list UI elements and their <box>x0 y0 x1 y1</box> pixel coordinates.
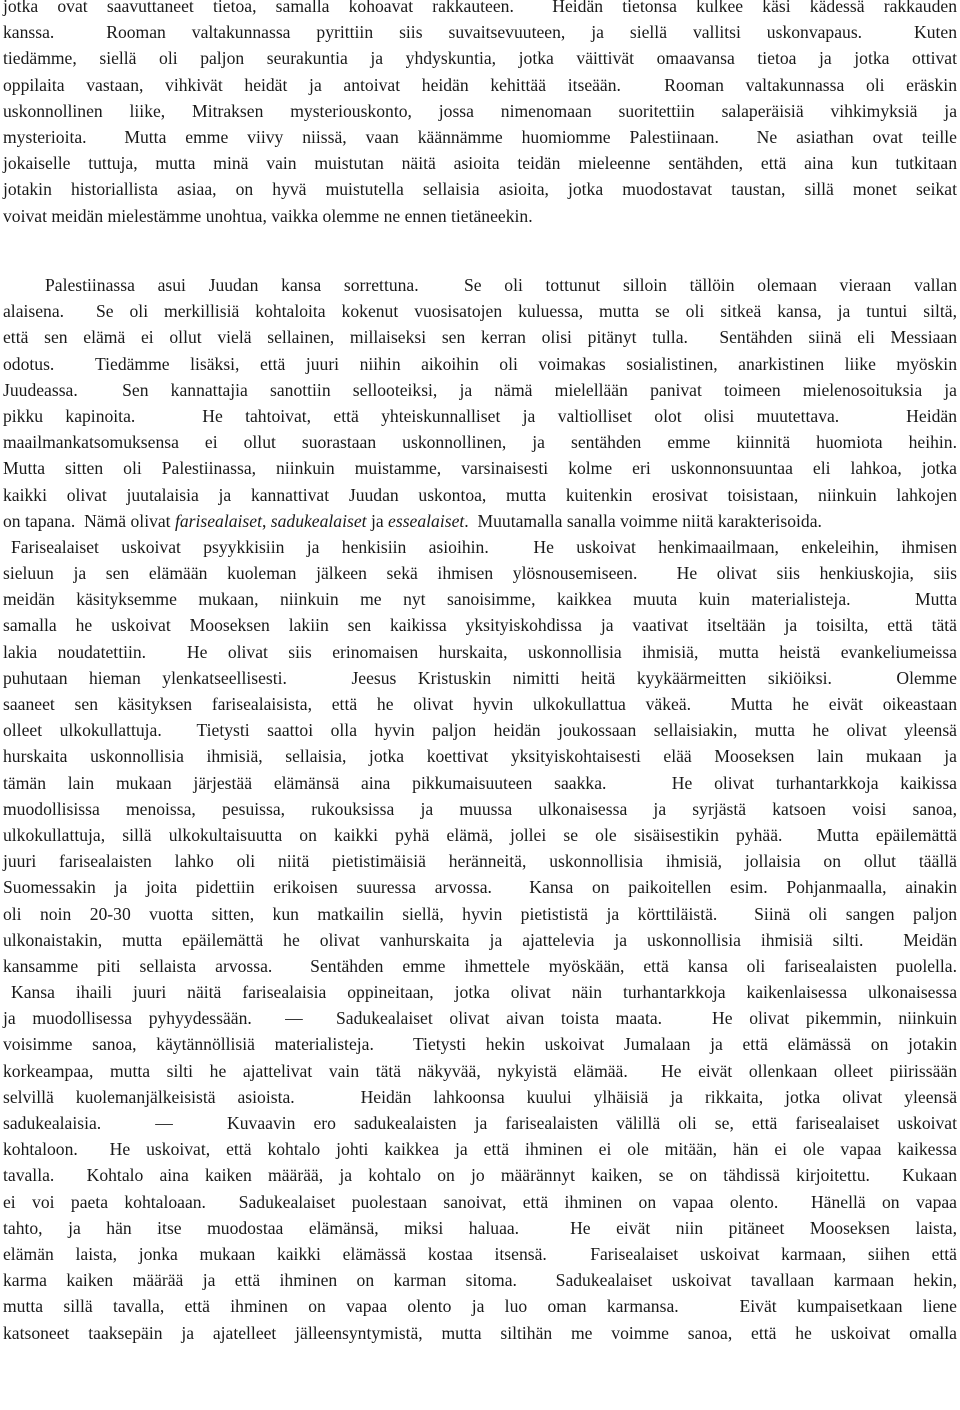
text-line <box>3 150 957 176</box>
text-line <box>3 324 957 350</box>
text-line <box>3 639 957 665</box>
text-segment: Farisealaiset uskoivat psyykkisiin ja henkisiin asioihin. He uskoivat henkimaailmaan, enkeleihin, ihmisen <box>11 536 957 557</box>
text-line <box>3 508 957 534</box>
text-segment: Suomessakin ja joita pidettiin erikoisen suuressa arvossa. Kansa on paikoitellen esim. Pohjanmaalla, ainakin <box>3 877 957 898</box>
text-line <box>3 124 957 150</box>
text-line <box>3 176 957 202</box>
text-segment: sieluun ja sen elämään kuoleman jälkeen sekä ihmisen ylösnousemiseen. He olivat siis henkiuskojia, siis <box>3 563 957 584</box>
text-segment: Juudeassa. Sen kannattajia sanottiin sellooteiksi, ja nämä mielellään panivat toimeen mielenosoituksia ja <box>3 379 957 400</box>
text-line <box>3 979 957 1005</box>
text-segment: odotus. Tiedämme lisäksi, että juuri niihin aikoihin oli voimakas sosialistinen, anarkistinen liike myöskin <box>3 353 957 374</box>
text-segment: . Muutamalla sanalla voimme niitä karakterisoida. <box>464 510 822 531</box>
italic-term: farisealaiset <box>174 510 262 531</box>
text-line <box>3 0 957 19</box>
paragraph-roman-empire <box>3 0 957 229</box>
text-line <box>3 822 957 848</box>
text-segment: uskonnollinen liike, Mitraksen mysteriouskonto, jossa nimenomaan suoritettiin salaperäisiä vihkimyksiä ja <box>3 100 957 121</box>
text-line <box>3 1293 957 1319</box>
text-line <box>3 482 957 508</box>
paragraph-palestine <box>3 272 957 1346</box>
text-line <box>3 1084 957 1110</box>
italic-term: essealaiset <box>388 510 465 531</box>
text-segment: oli noin 20-30 vuotta sitten, kun matkailin siellä, hyvin pietististä ja körttiläistä. Siinä oli sangen paljon <box>3 903 957 924</box>
text-line <box>3 743 957 769</box>
text-segment: karma kaiken määrää ja että ihminen on karman sitoma. Sadukealaiset uskoivat tavallaan karmaan hekin, <box>3 1270 957 1291</box>
italic-term: sadukealaiset <box>270 510 367 531</box>
text-segment: Kansa ihaili juuri näitä farisealaisia oppineitaan, jotka olivat näin turhantarkkoja kaikenlaisessa ulkonaisessa <box>11 982 957 1003</box>
text-line <box>3 665 957 691</box>
text-line <box>3 586 957 612</box>
text-segment: ja muodollisessa pyhyydessään. — Sadukealaiset olivat aivan toista maata. He olivat pikemmin, niinkuin <box>3 1008 957 1029</box>
text-segment: kansamme piti sellaista arvossa. Sentähden emme ihmettele myöskään, että kansa oli farisealaisten puolella. <box>3 955 957 976</box>
text-segment: sadukealaisia. — Kuvaavin ero sadukealaisten ja farisealaisten välillä oli se, että farisealaiset uskoivat <box>3 1113 957 1133</box>
text-segment: alaisena. Se oli merkillisiä kohtaloita kokenut vuosisatojen kuluessa, mutta se oli sitkeä kansa, ja tuntui siltä, <box>3 301 957 322</box>
text-segment: voivat meidän mielestämme unohtua, vaikka olemme ne ennen tietäneekin. <box>3 205 533 226</box>
text-segment: tiedämme, siellä oli paljon seurakuntia ja yhdyskuntia, jotka väittivät omaavansa tietoa ja jotka ottivat <box>3 48 957 69</box>
text-segment: että sen elämä ei ollut vielä sellainen, millaiseksi sen kerran olisi pitänyt tulla. Sentähden siinä eli Messiaan <box>3 327 957 348</box>
text-line <box>3 45 957 71</box>
text-line <box>3 1215 957 1241</box>
text-segment: lakia noudatettiin. He olivat siis erinomaisen hurskaita, uskonnollisia ihmisiä, mutta heistä evankeliumeissa <box>3 641 957 662</box>
text-segment: muodollisissa menoissa, pesuissa, rukouksissa ja muussa ulkonaisessa ja syrjästä katsoen voisi sanoa, <box>3 798 957 819</box>
text-line <box>3 1189 957 1215</box>
text-line <box>3 1110 957 1136</box>
text-line <box>3 770 957 796</box>
text-segment: kanssa. Rooman valtakunnassa pyrittiin siis suvaitsevuuteen, ja siellä vallitsi uskonvapaus. Kuten <box>3 22 957 43</box>
text-segment: selvillä kuolemanjälkeisistä asioista. Heidän lahkoonsa kuului ylhäisiä ja rikkaita, jotka olivat yleensä <box>3 1086 957 1107</box>
text-line <box>3 351 957 377</box>
text-line <box>3 560 957 586</box>
text-line <box>3 1241 957 1267</box>
text-line <box>3 848 957 874</box>
text-segment: ulkokullattuja, sillä ulkokultaisuutta on kaikki pyhä elämä, jollei se ole sisäisestikin pyhää. Mutta epäilemättä <box>3 824 957 845</box>
text-line <box>3 1031 957 1057</box>
text-line <box>3 429 957 455</box>
text-line <box>3 1058 957 1084</box>
text-line <box>3 19 957 45</box>
text-segment: pikku kapinoita. He tahtoivat, että yhteiskunnalliset ja valtiolliset olot olisi muutettava. Heidän <box>3 405 957 426</box>
text-segment: Mutta sitten oli Palestiinassa, niinkuin muistamme, varsinaisesti kolme eri uskonnonsuuntaa eli lahkoa, jotka <box>3 458 957 479</box>
text-line <box>3 901 957 927</box>
text-line <box>3 717 957 743</box>
text-segment: puhutaan hieman ylenkatseellisesti. Jeesus Kristuskin nimitti heitä kyykäärmeitten sikiöiksi. Olemme <box>3 667 957 688</box>
text-segment: saaneet sen käsityksen farisealaisista, että he olivat hyvin ulkokullattua väkeä. Mutta he eivät oikeastaan <box>3 694 957 714</box>
text-segment: on tapana. Nämä olivat <box>3 510 175 531</box>
text-segment: kaikki olivat juutalaisia ja kannattivat Juudan uskontoa, mutta kuitenkin erosivat toisistaan, niinkuin lahkojen <box>3 484 957 505</box>
text-segment: , <box>261 510 271 531</box>
text-line <box>3 377 957 403</box>
text-segment: hurskaita uskonnollisia ihmisiä, sellaisia, jotka koettivat yksityiskohtaisesti elää Mooseksen lain mukaan ja <box>3 746 957 767</box>
text-line <box>3 953 957 979</box>
text-segment: tahto, ja hän itse muodostaa elämänsä, miksi haluaa. He eivät niin pitäneet Mooseksen laista, <box>3 1217 957 1238</box>
text-segment: katsoneet taaksepäin ja ajatelleet jälleensyntymistä, mutta siltihän me voimme sanoa, että he uskoivat omalla <box>3 1322 957 1343</box>
text-segment: samalla he uskoivat Mooseksen lakiin sen kaikissa yksityiskohdissa ja vaativat itseltään ja toisilta, että tätä <box>3 615 957 636</box>
text-line <box>3 203 957 229</box>
text-line <box>3 874 957 900</box>
text-segment: olleet ulkokullattuja. Tietysti saattoi olla hyvin paljon heidän joukossaan sellaisiakin, mutta he olivat yleensä <box>3 720 957 741</box>
text-segment: voisimme sanoa, käytännöllisiä materialisteja. Tietysti hekin uskoivat Jumalaan ja että elämässä on jotakin <box>3 1034 957 1055</box>
text-segment: jotakin historiallista asiaa, on hyvä muistutella sellaisia asioita, jotka muodostavat taustan, sillä monet seikat <box>3 179 957 200</box>
text-segment: tavalla. Kohtalo aina kaiken määrää, ja kohtalo on jo määrännyt kaiken, se on tähdissä kirjoitettu. Kukaan <box>3 1165 957 1186</box>
text-segment: oppilaita vastaan, vihkivät heidät ja antoivat heidän kehittää itseään. Rooman valtakunnassa oli eräskin <box>3 74 957 95</box>
text-line <box>3 691 957 717</box>
text-line <box>3 1267 957 1293</box>
text-line <box>3 612 957 638</box>
text-segment: elämän laista, jonka mukaan kaikki elämässä kostaa itsensä. Farisealaiset uskoivat karmaan, siihen että <box>3 1243 957 1264</box>
text-line <box>3 1320 957 1346</box>
text-segment: mysterioita. Mutta emme viivy niissä, vaan käännämme huomiomme Palestiinaan. Ne asiathan ovat teille <box>3 126 957 147</box>
text-segment: ei voi paeta kohtaloaan. Sadukealaiset puolestaan sanoivat, että ihminen on vapaa olento. Hänellä on vapaa <box>3 1191 957 1212</box>
text-segment: jokaiselle tuttuja, mutta minä vain muistutan näitä asioita teidän mieleenne sentähden, että aina kun tutkitaan <box>3 153 957 174</box>
text-line <box>3 796 957 822</box>
text-segment: ulkonaistakin, mutta epäilemättä he olivat vanhurskaita ja ajattelevia ja uskonnollisia ihmisiä silti. Meidän <box>3 929 957 950</box>
text-line <box>3 403 957 429</box>
text-segment: jotka ovat saavuttaneet tietoa, samalla kohoavat rakkauteen. Heidän tietonsa kulkee käsi kädessä rakkauden <box>3 0 957 16</box>
text-segment: korkeampaa, mutta silti he ajattelivat vain tätä näkyvää, nykyistä elämää. He eivät ollenkaan olleet piirissään <box>3 1060 957 1081</box>
text-segment: tämän lain mukaan järjestää elämänsä aina pikkumaisuuteen saakka. He olivat turhantarkkoja kaikissa <box>3 772 957 793</box>
text-line <box>3 1162 957 1188</box>
text-line <box>3 927 957 953</box>
text-segment: juuri farisealaisten lahko oli niitä pietistimäisiä heränneitä, uskonnollisia ihmisiä, jollaisia on ollut täällä <box>3 851 957 872</box>
text-line <box>3 298 957 324</box>
text-line <box>3 534 957 560</box>
text-segment: kohtaloon. He uskoivat, että kohtalo johti kaikkea ja että ihminen ei ole mitään, hän ei ole vapaa kaikessa <box>3 1139 957 1160</box>
text-line <box>3 1005 957 1031</box>
text-segment: mutta sillä tavalla, että ihminen on vapaa olento ja luo oman karmansa. Eivät kumpaisetkaan liene <box>3 1296 957 1317</box>
text-segment: ja <box>366 510 389 531</box>
text-line <box>3 272 957 298</box>
text-line <box>3 98 957 124</box>
text-segment: meidän käsityksemme mukaan, niinkuin me nyt sanoisimme, kaikkea muuta kuin materialisteja. Mutta <box>3 589 957 610</box>
text-segment: maailmankatsomuksensa ei ollut suorastaan uskonnollinen, ja sentähden emme kiinnitä huomiota heihin. <box>3 432 957 453</box>
text-line <box>3 1136 957 1162</box>
text-segment: Palestiinassa asui Juudan kansa sorrettuna. Se oli tottunut silloin tällöin olemaan vieraan vallan <box>45 275 957 295</box>
text-line <box>3 72 957 98</box>
text-line <box>3 455 957 481</box>
